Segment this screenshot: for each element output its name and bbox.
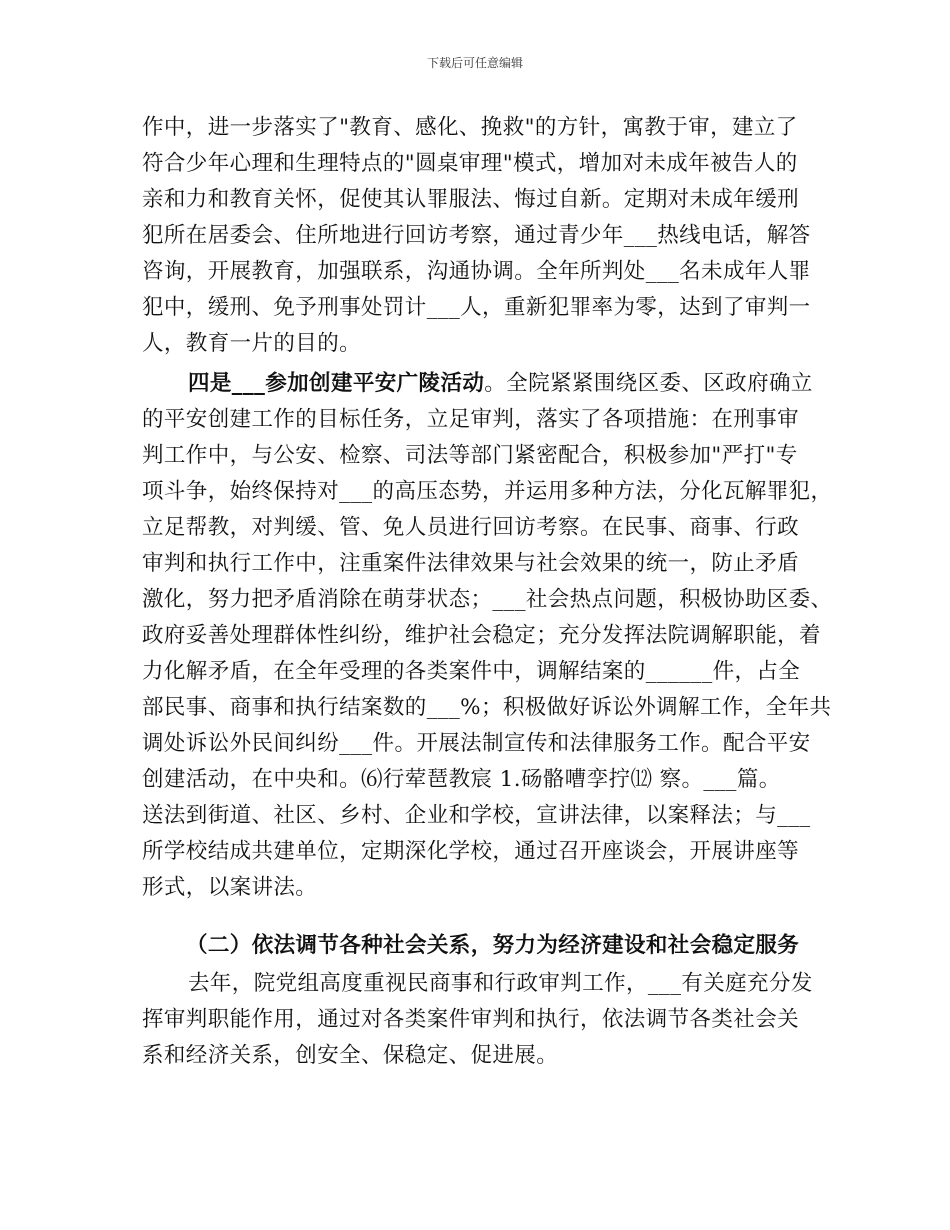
- text-line: 力化解矛盾，在全年受理的各类案件中，调解结案的______件，占全: [142, 659, 801, 684]
- text-line: 作中，进一步落实了"教育、感化、挽救"的方针，寓教于审，建立了: [142, 115, 798, 140]
- text-line: 咨询，开展教育，加强联系，沟通协调。全年所判处___名未成年人罪: [142, 259, 811, 284]
- text-run: 。全院紧紧围绕区委、区政府确立: [484, 371, 813, 396]
- text-line: 形式，以案讲法。: [142, 875, 318, 900]
- text-line: [188, 366, 858, 402]
- text-line: 符合少年心理和生理特点的"圆桌审理"模式，增加对未成年被告人的: [142, 151, 798, 176]
- text-line: 部民事、商事和执行结案数的___%；积极做好诉讼外调解工作，全年共: [142, 695, 832, 720]
- text-line: 犯中，缓刑、免予刑事处罚计___人，重新犯罪率为零，达到了审判一: [142, 295, 811, 320]
- text-line: 调处诉讼外民间纠纷___件。开展法制宣传和法律服务工作。配合平安: [142, 731, 811, 756]
- text-line: 亲和力和教育关怀，促使其认罪服法、悔过自新。定期对未成年缓刑: [142, 187, 800, 212]
- text-line: 送法到街道、社区、乡村、企业和学校，宣讲法律，以案释法；与___: [142, 803, 811, 828]
- text-line: 创建活动，在中央和。⑹行荤琶教宸 1.砀骼嘈孪拧⑿ 察。___篇。: [142, 767, 781, 792]
- text-line: 立足帮教，对判缓、管、免人员进行回访考察。在民事、商事、行政: [142, 515, 800, 540]
- text-line: 激化，努力把矛盾消除在萌芽状态；___社会热点问题，积极协助区委、: [142, 587, 833, 612]
- section-heading: （二）依法调节各种社会关系，努力为经济建设和社会稳定服务: [186, 933, 800, 958]
- text-line: 挥审判职能作用，通过对各类案件审判和执行，依法调节各类社会关: [142, 1007, 800, 1032]
- text-line: 去年，院党组高度重视民商事和行政审判工作，___有关庭充分发: [188, 971, 813, 996]
- text-line: 所学校结成共建单位，定期深化学校，通过召开座谈会，开展讲座等: [142, 839, 800, 864]
- text-line: 项斗争，始终保持对___的高压态势，并运用多种方法，分化瓦解罪犯，: [142, 479, 833, 504]
- text-line: 判工作中，与公安、检察、司法等部门紧密配合，积极参加"严打"专: [142, 443, 798, 468]
- text-line: 的平安创建工作的目标任务，立足审判，落实了各项措施：在刑事审: [142, 407, 800, 432]
- page-header: 下载后可任意编辑: [426, 56, 523, 70]
- text-line: 系和经济关系，创安全、保稳定、促进展。: [142, 1043, 559, 1068]
- bold-lead: 四是___参加创建平安广陵活动: [188, 371, 485, 396]
- text-line: 审判和执行工作中，注重案件法律效果与社会效果的统一，防止矛盾: [142, 551, 800, 576]
- text-line: 政府妥善处理群体性纠纷，维护社会稳定；充分发挥法院调解职能，着: [142, 623, 821, 648]
- text-line: 犯所在居委会、住所地进行回访考察，通过青少年___热线电话，解答: [142, 223, 811, 248]
- text-line: 人，教育一片的目的。: [142, 331, 362, 356]
